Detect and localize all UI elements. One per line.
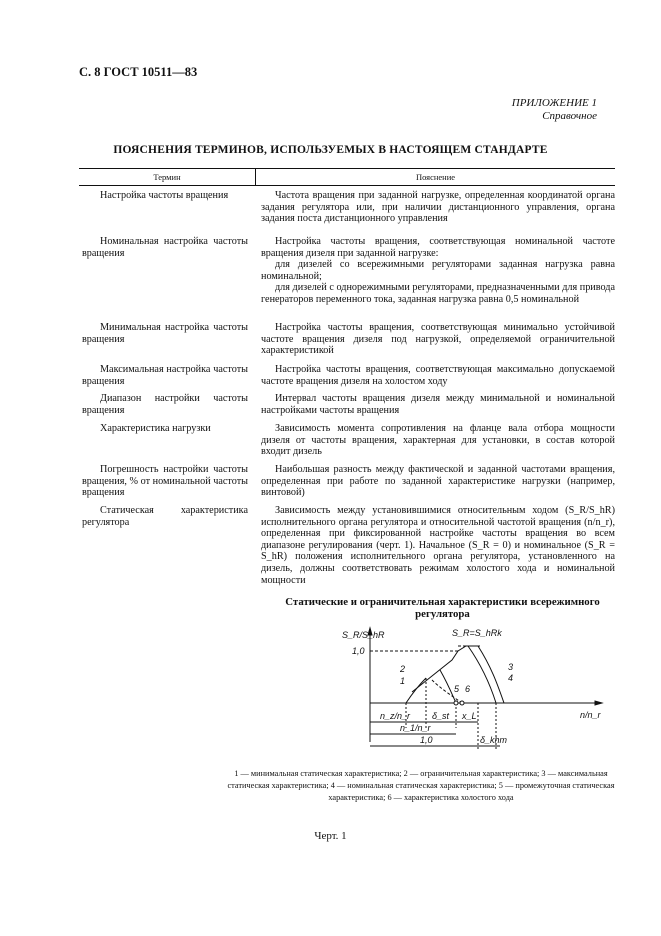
curve-label-2: 2 (400, 664, 406, 674)
document-title: ПОЯСНЕНИЯ ТЕРМИНОВ, ИСПОЛЬЗУЕМЫХ В НАСТОЯЩЕМ СТАНДАРТЕ (113, 144, 548, 156)
desc-4: Интервал частоты вращения дизеля между минимальной и номинальной настройками частоты вращения (261, 393, 615, 416)
term-2: Минимальная настройка частоты вращения (82, 322, 248, 345)
x-axis-label: n/n_r (580, 710, 601, 720)
page-header: С. 8 ГОСТ 10511—83 (79, 65, 198, 79)
appendix-label: ПРИЛОЖЕНИЕ 1 (511, 97, 597, 109)
curve-label-6: 6 (465, 684, 471, 694)
term-3: Максимальная настройка частоты вращения (82, 364, 248, 387)
term-4: Диапазон настройки частоты вращения (82, 393, 248, 416)
curve-1 (406, 678, 426, 703)
top-curve-label: S_R=S_hRk (452, 628, 502, 638)
table-header-rule (79, 185, 615, 186)
curve-label-3: 3 (508, 662, 514, 672)
dim-label-xl: x_L (462, 711, 477, 721)
appendix-block (512, 97, 597, 123)
desc-3: Настройка частоты вращения, соответствующая максимально допускаемой частоте вращения дизеля на холостом ходу (261, 364, 615, 387)
curve-4 (478, 646, 504, 703)
diagram-legend: 1 — минимальная статическая характеристика; 2 — ограничительная характеристика; 3 — максимальная статическая характеристика; 4 — номинальная статическая характеристика; 5 — промежуточная статическая характеристика; 6 — характеристика холостого хода (227, 769, 615, 802)
dim-label-dkhm: δ_khm (480, 735, 508, 745)
curve-label-4: 4 (508, 673, 514, 683)
desc-2: Настройка частоты вращения, соответствующая минимально устойчивой частоте вращения дизеля под нагрузкой, определяемой ограничительной характеристикой (261, 322, 615, 357)
desc-5: Зависимость момента сопротивления на фланце вала отбора мощности дизеля от частоты вращения, характерная для установки, в состав которой входит дизель (261, 423, 615, 458)
term-0: Настройка частоты вращения (100, 190, 229, 201)
curve-label-1: 1 (400, 676, 406, 686)
dim-label-n1: n_1/n_r (400, 723, 431, 733)
term-6: Погрешность настройки частоты вращения, % от номинальной частоты вращения (82, 464, 248, 499)
point-5 (454, 701, 458, 705)
column-header-term: Термин (153, 172, 181, 182)
point-6 (460, 701, 464, 705)
dim-label-nz: n_z/n_r (380, 711, 411, 721)
curve-label-5: 5 (454, 684, 460, 694)
appendix-status: Справочное (542, 110, 597, 122)
figure-caption: Черт. 1 (314, 830, 347, 842)
dim-label-span: 1,0 (420, 735, 433, 745)
x-axis-arrow (595, 701, 602, 705)
y-tick-label: 1,0 (352, 646, 365, 656)
desc-0: Частота вращения при заданной нагрузке, определенная координатой органа задания регулятора или, при наличии дистанционного управления, органа задания поста дистанционного управления (261, 190, 615, 225)
chart-title: Статические и ограничительная характеристики всережимного регулятора (285, 596, 600, 620)
table-top-rule (79, 168, 615, 169)
column-header-desc: Пояснение (415, 172, 456, 182)
desc-6: Наибольшая разность между фактической и заданной частотами вращения, определенная при работе по заданной характеристике нагрузки (например, винтовой) (261, 464, 615, 499)
desc-1: Настройка частоты вращения, соответствующая номинальной частоте вращения дизеля при заданной нагрузке: для дизелей со всережимными регуляторами заданная нагрузка равна номинальной; для дизелей с однорежимными регуляторами, предназначенными для привода генераторов переменного тока, заданная нагрузка равна 0,5 номинальной (261, 236, 615, 305)
term-1: Номинальная настройка частоты вращения (82, 236, 248, 259)
term-7: Статическая характеристика регулятора (82, 505, 248, 528)
y-axis-label: S_R/S_hR (342, 630, 385, 640)
regulator-characteristics-diagram (340, 626, 620, 756)
desc-7: Зависимость между установившимися относительным ходом (S_R/S_hR) исполнительного органа регулятора и относительной частотой вращения (n/n_r), определенная при фиксированной настройке частоты вращения во всем диапазоне регулирования (черт. 1). Начальное (S_R = 0) и номинальное (S_R = S_hR) положения исполнительного органа регулятора, установленного на дизель, должны соответствовать режимам холостого хода и номинальной мощности (261, 505, 615, 586)
curve-3 (468, 646, 496, 703)
dim-label-dst: δ_st (432, 711, 450, 721)
term-5: Характеристика нагрузки (100, 423, 211, 434)
